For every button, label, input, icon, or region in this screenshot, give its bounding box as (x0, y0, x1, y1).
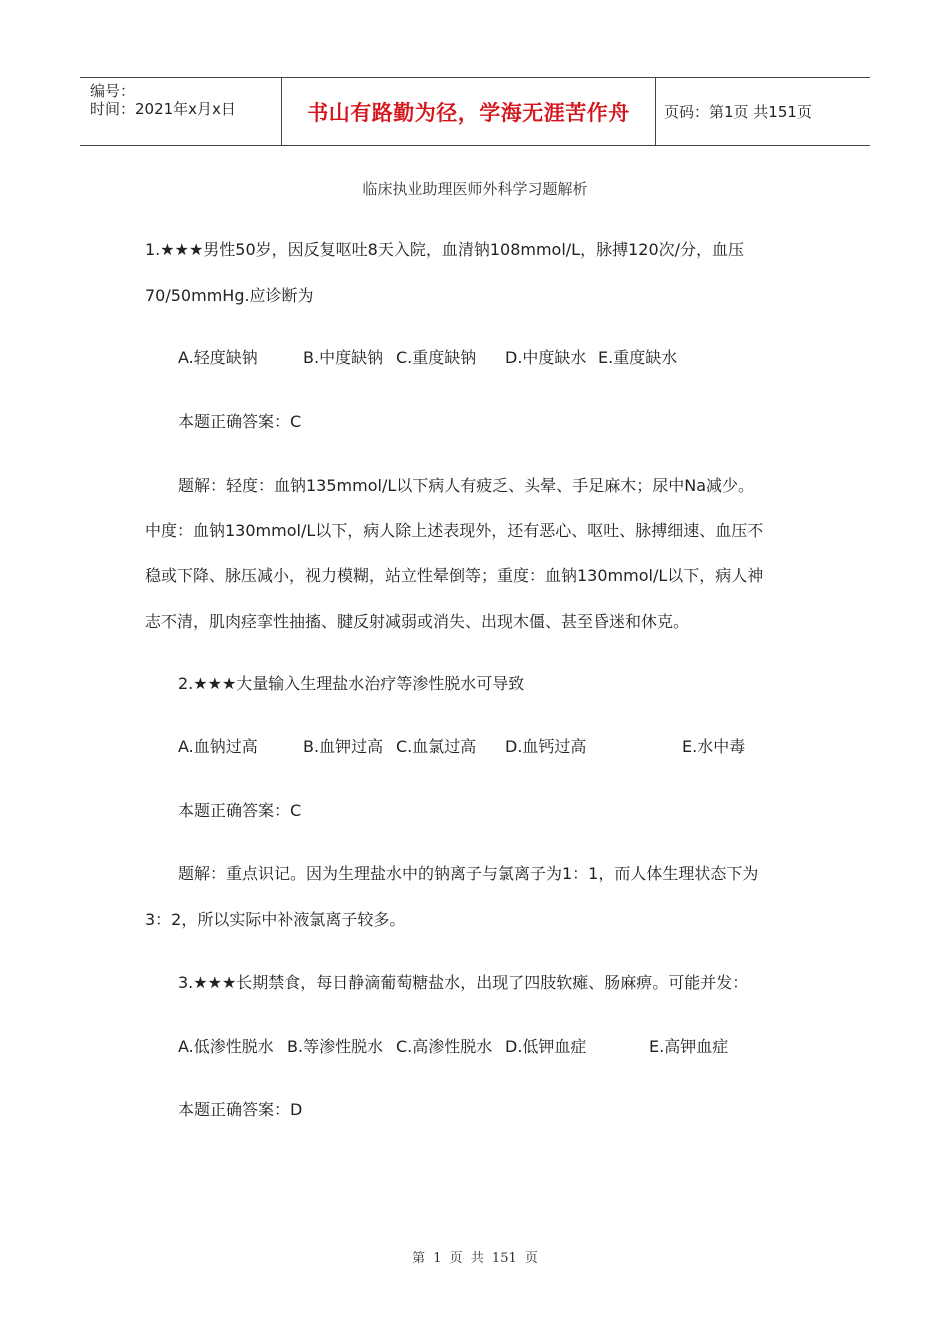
document-title: 临床执业助理医师外科学习题解析 (362, 180, 588, 198)
q2-option-a: A.血钠过高 (178, 737, 258, 756)
q1-option-d: D.中度缺水 (505, 348, 587, 367)
q3-option-d: D.低钾血症 (505, 1037, 587, 1056)
q3-option-a: A.低渗性脱水 (178, 1037, 274, 1056)
q1-explanation-4: 志不清，肌肉痉挛性抽搐、腱反射减弱或消失、出现木僵、甚至昏迷和休克。 (145, 612, 690, 631)
page-info: 页码：第1页 共151页 (664, 103, 812, 121)
q1-option-b: B.中度缺钠 (303, 348, 384, 367)
q3-option-c: C.高渗性脱水 (396, 1037, 493, 1056)
motto: 书山有路勤为径，学海无涯苦作舟 (307, 100, 630, 125)
q2-answer: 本题正确答案：C (178, 801, 302, 820)
q1-explanation-1: 题解：轻度：血钠135mmol/L以下病人有疲乏、头晕、手足麻木；尿中Na减少。 (178, 476, 755, 495)
header-page-cell (656, 78, 870, 145)
q2-option-d: D.血钙过高 (505, 737, 587, 756)
q3-option-e: E.高钾血症 (649, 1037, 729, 1056)
q1-line2: 70/50mmHg.应诊断为 (145, 286, 314, 305)
page-footer: 第 1 页 共 151 页 (412, 1251, 538, 1266)
q1-answer: 本题正确答案：C (178, 412, 302, 431)
q2-option-b: B.血钾过高 (303, 737, 384, 756)
q3-line1: 3.★★★长期禁食，每日静滴葡萄糖盐水，出现了四肢软瘫、肠麻痹。可能并发： (178, 973, 749, 992)
q3-answer: 本题正确答案：D (178, 1100, 303, 1119)
q2-explanation-2: 3：2，所以实际中补液氯离子较多。 (145, 910, 406, 929)
q1-explanation-3: 稳或下降、脉压减小，视力模糊，站立性晕倒等；重度：血钠130mmol/L以下，病人神 (145, 566, 764, 585)
q1-option-a: A.轻度缺钠 (178, 348, 258, 367)
page-header (80, 77, 870, 146)
q1-option-e: E.重度缺水 (598, 348, 678, 367)
header-motto-cell (282, 78, 656, 145)
q2-line1: 2.★★★大量输入生理盐水治疗等渗性脱水可导致 (178, 674, 525, 693)
q3-option-b: B.等渗性脱水 (287, 1037, 384, 1056)
number-label: 编号： (90, 82, 136, 100)
q1-option-c: C.重度缺钠 (396, 348, 477, 367)
q2-explanation-1: 题解：重点识记。因为生理盐水中的钠离子与氯离子为1：1，而人体生理状态下为 (178, 864, 759, 883)
time-label: 时间：2021年x月x日 (90, 100, 236, 118)
q1-line1: 1.★★★男性50岁，因反复呕吐8天入院，血清钠108mmol/L，脉搏120次/分，血压 (145, 240, 745, 259)
q1-explanation-2: 中度：血钠130mmol/L以下，病人除上述表现外，还有恶心、呕吐、脉搏细速、血压不 (145, 521, 764, 540)
q2-option-e: E.水中毒 (682, 737, 746, 756)
q2-option-c: C.血氯过高 (396, 737, 477, 756)
header-meta-cell (80, 78, 282, 145)
